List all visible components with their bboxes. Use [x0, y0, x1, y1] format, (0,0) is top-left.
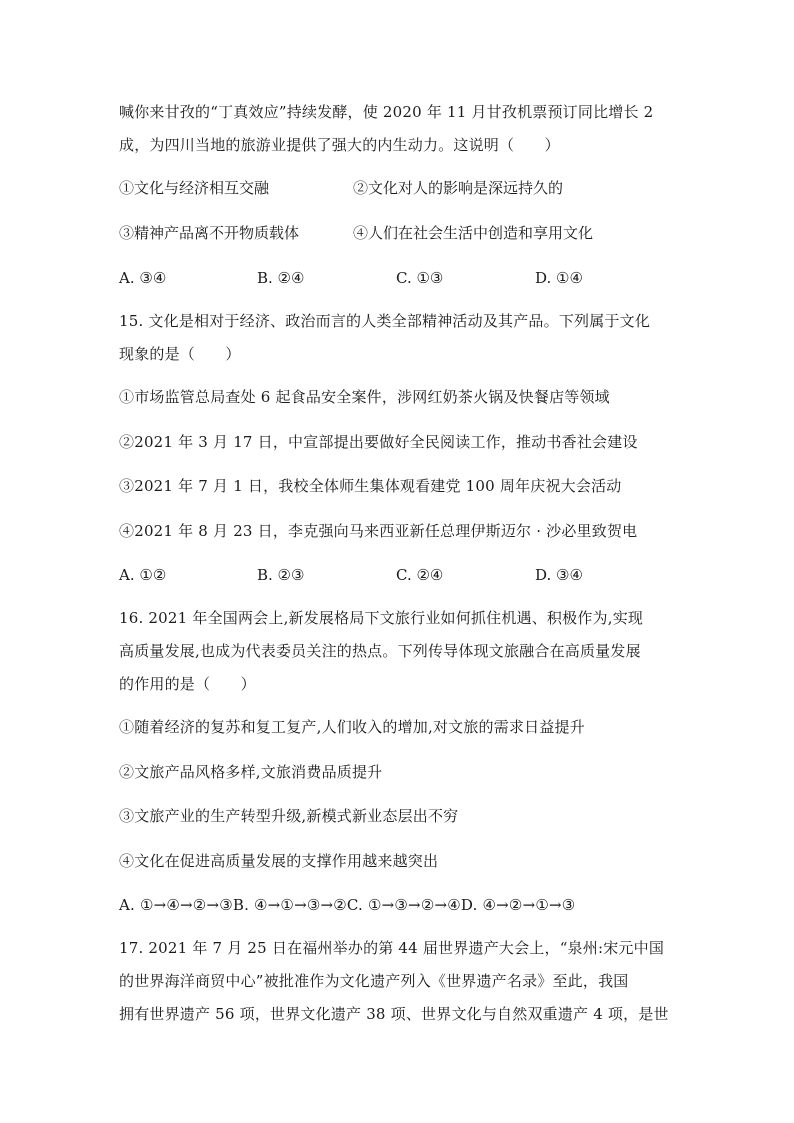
q15-item-2: ②2021 年 3 月 17 日，中宣部提出要做好全民阅读工作，推动书香社会建设	[119, 433, 638, 451]
q14-option-b: B. ②④	[257, 269, 305, 287]
q16-stem-line-1: 16. 2021 年全国两会上,新发展格局下文旅行业如何抓住机遇、积极作为,实现	[119, 609, 644, 627]
q17-stem-line-3: 拥有世界遗产 56 项，世界文化遗产 38 项、世界文化与自然双重遗产 4 项，是世	[119, 1005, 669, 1023]
q15-option-b: B. ②③	[257, 566, 305, 584]
q15-stem-line-2: 现象的是（ ）	[119, 345, 241, 363]
q16-item-3: ③文旅产业的生产转型升级,新模式新业态层出不穷	[119, 807, 459, 825]
q14-item-2: ②文化对人的影响是深远持久的	[353, 179, 564, 197]
q15-item-1: ①市场监管总局查处 6 起食品安全案件，涉网红奶茶火锅及快餐店等领域	[119, 388, 610, 406]
q14-option-c: C. ①③	[396, 269, 444, 287]
q14-stem-line-2: 成，为四川当地的旅游业提供了强大的内生动力。这说明（ ）	[119, 136, 560, 154]
q14-item-1: ①文化与经济相互交融	[119, 179, 270, 197]
q17-stem-line-1: 17. 2021 年 7 月 25 日在福州举办的第 44 届世界遗产大会上，“泉州:宋元中国	[119, 939, 665, 957]
q16-item-2: ②文旅产品风格多样,文旅消费品质提升	[119, 763, 383, 781]
q15-option-c: C. ②④	[396, 566, 444, 584]
q14-stem-line-1: 喊你来甘孜的“丁真效应”持续发酵，使 2020 年 11 月甘孜机票预订同比增长 2	[119, 103, 654, 121]
q16-item-1: ①随着经济的复苏和复工复产,人们收入的增加,对文旅的需求日益提升	[119, 718, 585, 736]
q15-option-d: D. ③④	[535, 566, 583, 584]
q16-options: A. ①→④→②→③B. ④→①→③→②C. ①→③→②→④D. ④→②→①→③	[119, 896, 576, 914]
q14-item-3: ③精神产品离不开物质载体	[119, 224, 300, 242]
q16-stem-line-2: 高质量发展,也成为代表委员关注的热点。下列传导体现文旅融合在高质量发展	[119, 642, 641, 660]
q15-stem-line-1: 15. 文化是相对于经济、政治而言的人类全部精神活动及其产品。下列属于文化	[119, 312, 651, 330]
q15-item-3: ③2021 年 7 月 1 日，我校全体师生集体观看建党 100 周年庆祝大会活动	[119, 477, 622, 495]
q14-option-a: A. ③④	[119, 269, 167, 287]
q14-item-4: ④人们在社会生活中创造和享用文化	[353, 224, 594, 242]
q14-option-d: D. ①④	[535, 269, 583, 287]
q17-stem-line-2: 的世界海洋商贸中心”被批准作为文化遗产列入《世界遗产名录》至此，我国	[119, 972, 629, 990]
q16-stem-line-3: 的作用的是（ ）	[119, 675, 256, 693]
q15-item-4: ④2021 年 8 月 23 日，李克强向马来西亚新任总理伊斯迈尔 · 沙必里致贺电	[119, 522, 638, 540]
q15-option-a: A. ①②	[119, 566, 167, 584]
q16-item-4: ④文化在促进高质量发展的支撑作用越来越突出	[119, 852, 439, 870]
